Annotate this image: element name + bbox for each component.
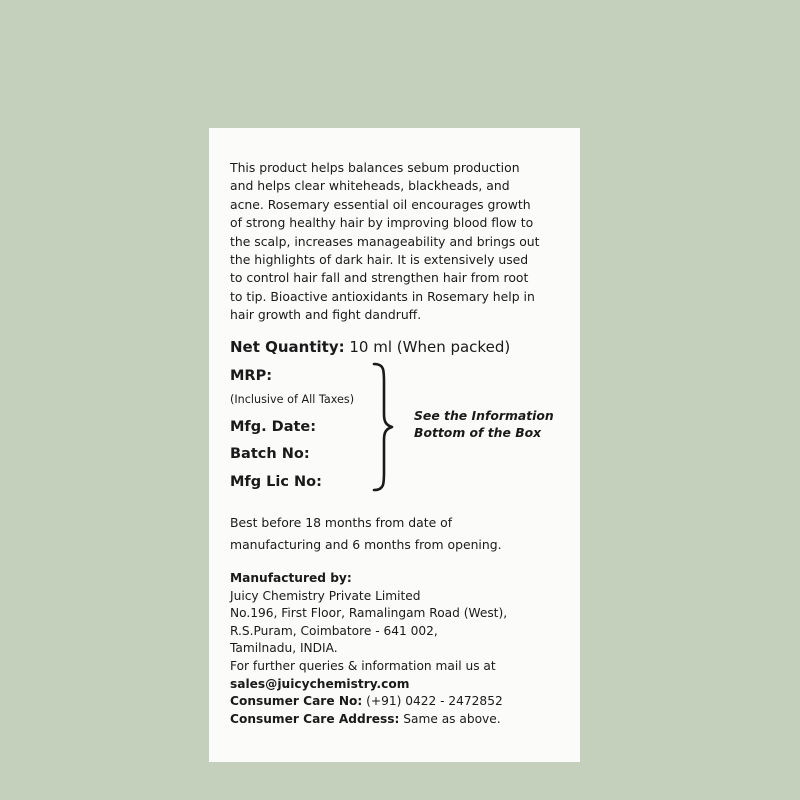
care-address-label: Consumer Care Address: (230, 711, 400, 726)
net-quantity-value: 10 ml (When packed) (344, 338, 511, 356)
net-quantity-label: Net Quantity: (230, 338, 345, 356)
curly-brace-icon (372, 362, 394, 492)
address-line-2: R.S.Puram, Coimbatore - 641 002, (230, 623, 438, 638)
product-description: This product helps balances sebum production and helps clear whiteheads, blackheads, and acne. Rosemary essential oil encourages growth of strong healthy hair by improving blood flow to the scalp, increases manageability and brings out the highlights of dark hair. It is extensively used to control hair fall and strengthen hair from root to tip. Bioactive antioxidants in Rosemary help in hair growth and fight dandruff. (230, 160, 540, 323)
mfg-date-label: Mfg. Date: (230, 419, 317, 435)
mfg-lic-no-label: Mfg Lic No: (230, 474, 322, 490)
manufacturer-heading: Manufactured by: (230, 571, 352, 585)
care-address-value: Same as above. (399, 711, 501, 726)
manufacturer-info (230, 570, 570, 728)
mrp-label: MRP: (230, 368, 273, 384)
mrp-tax-note: (Inclusive of All Taxes) (230, 393, 355, 406)
net-quantity (230, 338, 510, 356)
address-line-1: No.196, First Floor, Ramalingam Road (West), (230, 606, 508, 621)
see-box-info-note: See the Information Bottom of the Box (414, 408, 554, 440)
consumer-care-address (230, 711, 570, 729)
contact-email: sales@juicychemistry.com (230, 676, 410, 691)
care-no-value: (+91) 0422 - 2472852 (362, 694, 503, 709)
product-label-card (209, 128, 580, 762)
queries-text: For further queries & information mail us at (230, 658, 496, 673)
batch-no-label: Batch No: (230, 446, 310, 462)
address-line-3: Tamilnadu, INDIA. (230, 641, 338, 656)
best-before-text: Best before 18 months from date of manufacturing and 6 months from opening. (230, 515, 502, 552)
manufacturer-name: Juicy Chemistry Private Limited (230, 588, 421, 603)
care-no-label: Consumer Care No: (230, 694, 363, 709)
consumer-care-no (230, 693, 570, 711)
